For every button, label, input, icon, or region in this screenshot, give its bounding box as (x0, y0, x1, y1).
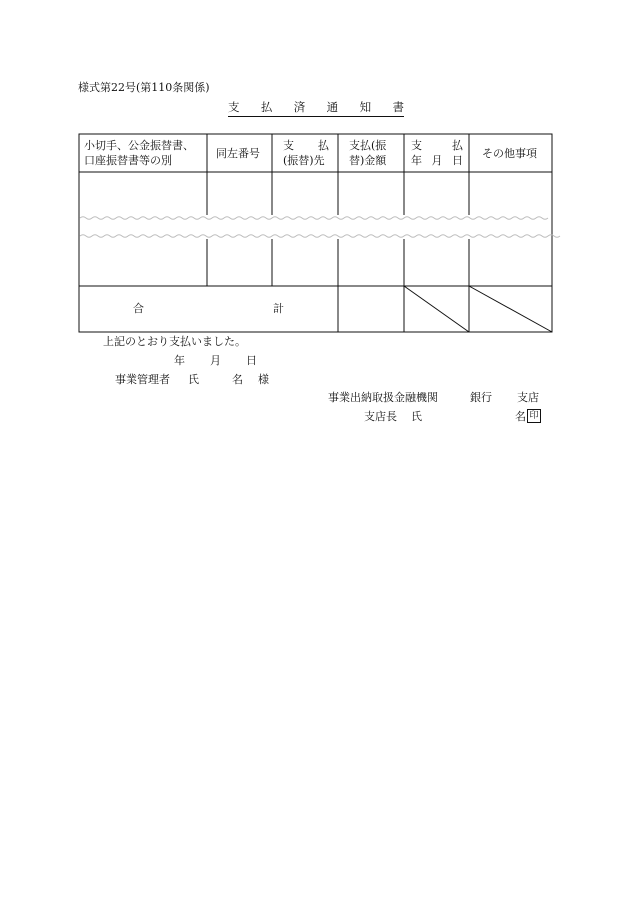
header-payment-type: 小切手、公金振替書、 口座振替書等の別 (84, 139, 194, 167)
diagonal-strike (469, 286, 552, 332)
branch-manager-name-part: 名 (515, 410, 526, 423)
title-char: 通 (326, 100, 339, 114)
date-month-label: 月 (210, 354, 221, 367)
title-char: 支 (228, 100, 240, 114)
seal-mark: 印 (527, 409, 541, 423)
branch-manager-name-part: 氏 (411, 410, 422, 423)
title-char: 知 (359, 100, 372, 114)
date-year-label: 年 (174, 354, 185, 367)
header-amount: 支払(振 替)金額 (349, 139, 387, 167)
header-same-number: 同左番号 (216, 147, 260, 160)
header-payment-date: 支 払 年 月 日 (411, 139, 463, 167)
branch-manager-label: 支店長 (364, 410, 397, 423)
manager-name-part: 氏 (188, 373, 199, 386)
title-char: 済 (293, 100, 306, 114)
title-char: 払 (260, 100, 273, 114)
manager-label: 事業管理者 (115, 373, 170, 386)
payment-statement: 上記のとおり支払いました。 (103, 335, 246, 348)
total-label: 計 (273, 302, 284, 315)
bank-suffix: 銀行 (470, 391, 492, 404)
header-payee: 支 払 (振替)先 (283, 139, 329, 167)
total-label: 合 (133, 302, 144, 315)
manager-honorific: 様 (258, 373, 269, 386)
manager-name-part: 名 (232, 373, 243, 386)
branch-suffix: 支店 (517, 391, 539, 404)
form-number: 様式第22号(第110条関係) (78, 81, 210, 94)
title-char: 書 (392, 100, 404, 114)
diagonal-strike (404, 286, 469, 332)
bank-label: 事業出納取扱金融機関 (328, 391, 438, 404)
header-other-matters: その他事項 (482, 147, 537, 160)
date-day-label: 日 (246, 354, 257, 367)
